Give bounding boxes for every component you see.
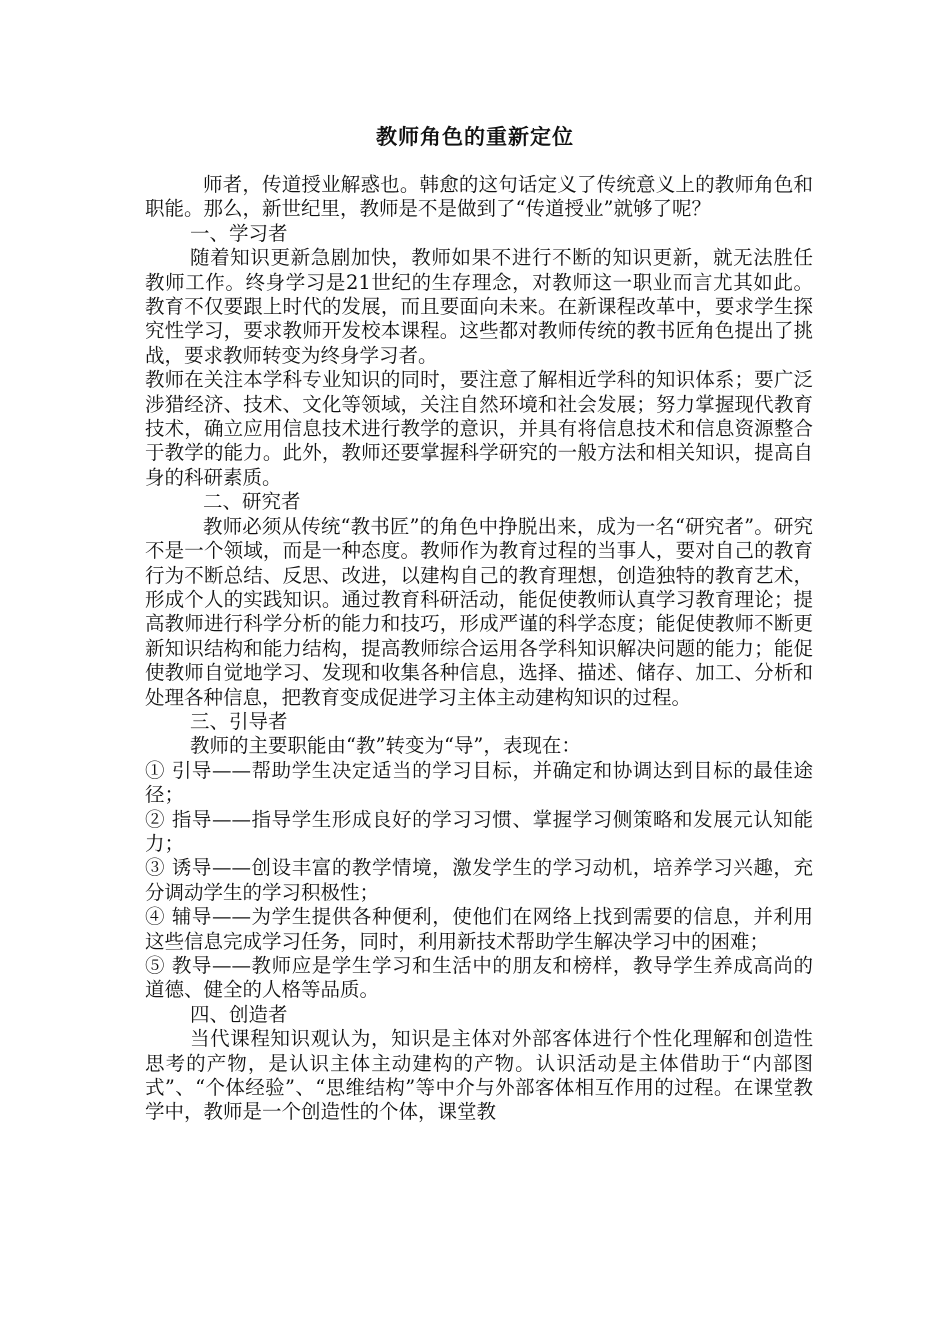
- document-title: 教师角色的重新定位: [376, 124, 574, 149]
- learner-paragraph-1: 随着知识更新急剧加快，教师如果不进行不断的知识更新，就无法胜任教师工作。终身学习是21世纪的生存理念，对教师这一职业而言尤其如此。教育不仅要跟上时代的发展，而且要面向未来。在新课程改革中，要求学生探究性学习，要求教师开发校本课程。这些都对教师传统的教书匠角色提出了挑战，要求教师转变为终身学习者。: [145, 246, 813, 367]
- guide-item-1: ① 引导——帮助学生决定适当的学习目标，并确定和协调达到目标的最佳途径；: [145, 758, 813, 807]
- researcher-paragraph: 教师必须从传统“教书匠”的角色中挣脱出来，成为一名“研究者”。研究不是一个领域，而是一种态度。教师作为教育过程的当事人，要对自己的教育行为不断总结、反思、改进，以建构自己的教育理想，创造独特的教育艺术，形成个人的实践知识。通过教育科研活动，能促使教师认真学习教育理论；提高教师进行科学分析的能力和技巧，形成严谨的科学态度；能促使教师不断更新知识结构和能力结构，提高教师综合运用各学科知识解决问题的能力；能促使教师自觉地学习、发现和收集各种信息，选择、描述、储存、加工、分析和处理各种信息，把教育变成促进学习主体主动建构知识的过程。: [145, 514, 813, 709]
- guide-item-3: ③ 诱导——创设丰富的教学情境，激发学生的学习动机，培养学习兴趣，充分调动学生的学习积极性；: [145, 856, 813, 904]
- guide-paragraph: 教师的主要职能由“教”转变为“导”，表现在：: [190, 734, 581, 758]
- section-heading-researcher: 二、研究者: [203, 490, 301, 514]
- section-heading-creator: 四、创造者: [190, 1002, 288, 1026]
- guide-item-5: ⑤ 教导——教师应是学生学习和生活中的朋友和榜样，教导学生养成高尚的道德、健全的人格等品质。: [145, 954, 813, 1002]
- creator-paragraph: 当代课程知识观认为，知识是主体对外部客体进行个性化理解和创造性思考的产物，是认识主体主动建构的产物。认识活动是主体借助于“内部图式”、“个体经验”、“思维结构”等中介与外部客体相互作用的过程。在课堂教学中，教师是一个创造性的个体，课堂教: [145, 1027, 813, 1124]
- section-heading-learner: 一、学习者: [190, 221, 288, 245]
- document-body: [145, 173, 813, 1125]
- section-heading-guide: 三、引导者: [190, 709, 288, 733]
- learner-paragraph-2: 教师在关注本学科专业知识的同时，要注意了解相近学科的知识体系；要广泛涉猎经济、技术、文化等领域，关注自然环境和社会发展；努力掌握现代教育技术，确立应用信息技术进行教学的意识，并具有将信息技术和信息资源整合于教学的能力。此外，教师还要掌握科学研究的一般方法和相关知识，提高自身的科研素质。: [145, 368, 813, 489]
- intro-paragraph: 师者，传道授业解惑也。韩愈的这句话定义了传统意义上的教师角色和职能。那么，新世纪里，教师是不是做到了“传道授业”就够了呢？: [145, 173, 813, 221]
- guide-item-4: ④ 辅导——为学生提供各种便利，使他们在网络上找到需要的信息，并利用这些信息完成学习任务，同时，利用新技术帮助学生解决学习中的困难；: [145, 905, 813, 953]
- guide-item-2: ② 指导——指导学生形成良好的学习习惯、掌握学习侧策略和发展元认知能力；: [145, 807, 813, 855]
